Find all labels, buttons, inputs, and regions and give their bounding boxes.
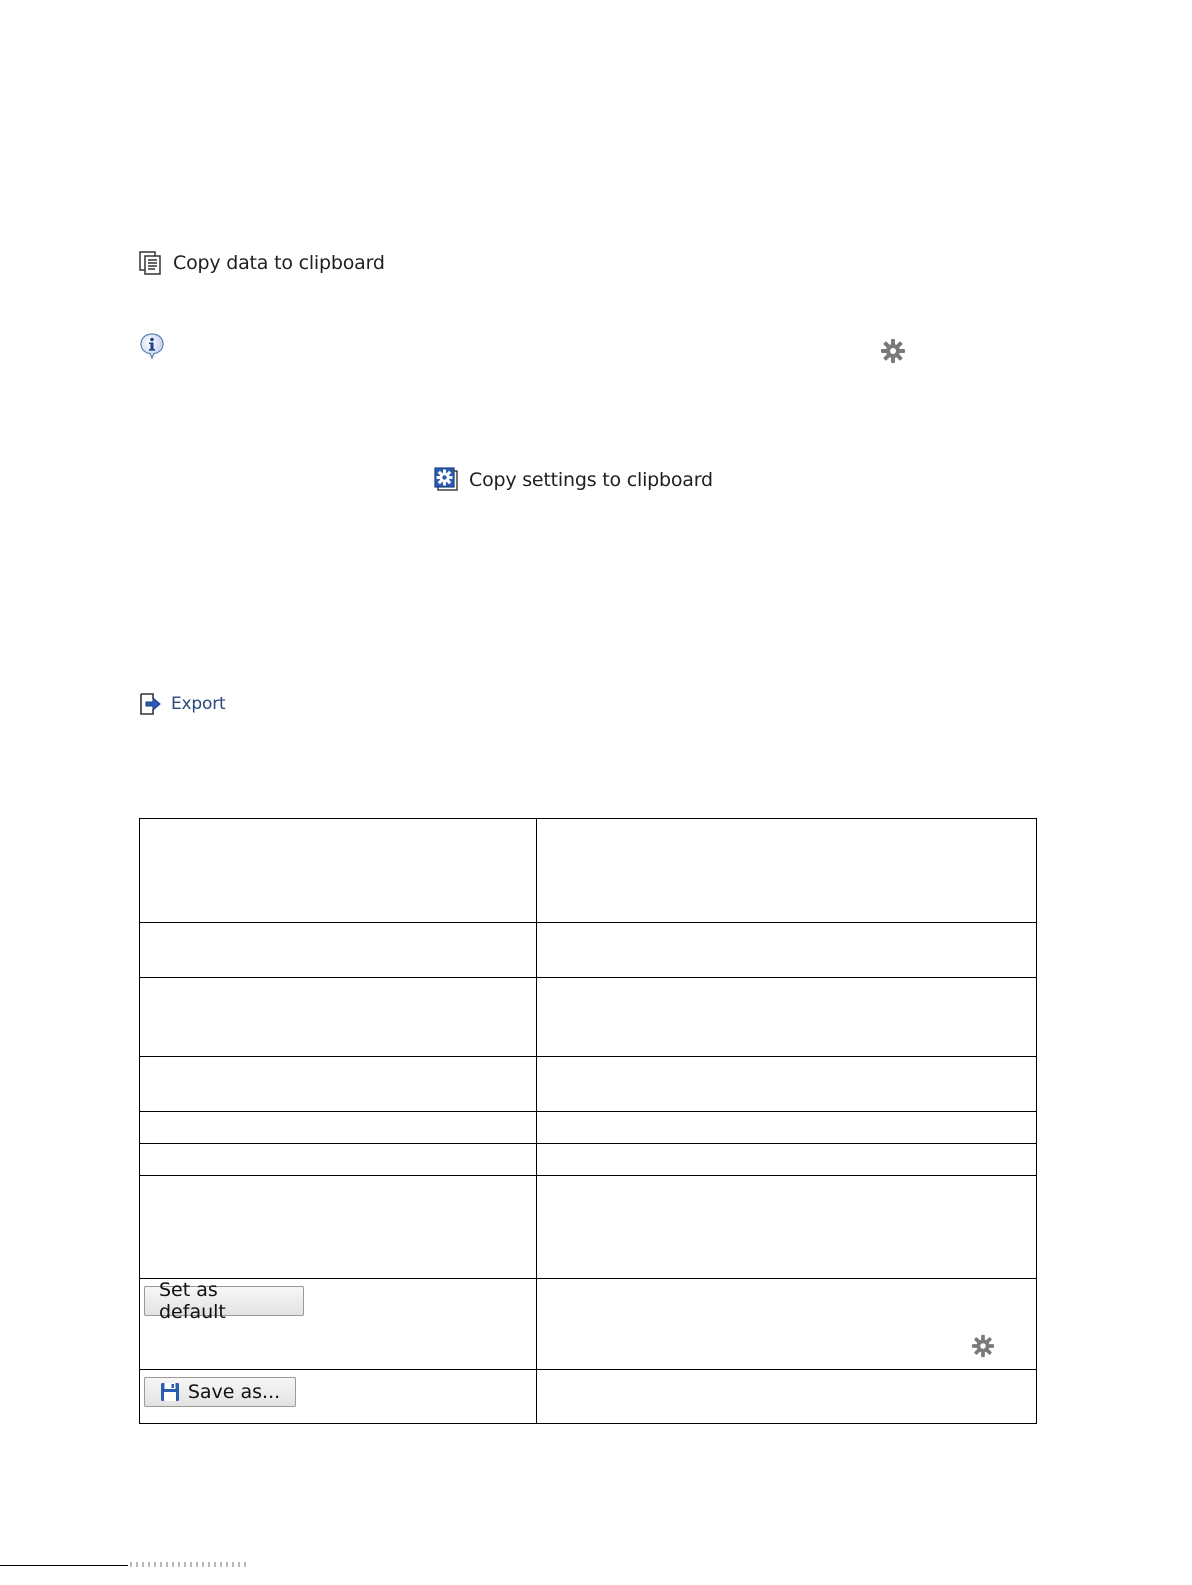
save-as-button[interactable]: [144, 1377, 296, 1407]
table-row: [140, 1111, 1036, 1143]
export-label: Export: [171, 694, 226, 714]
footnote-text-fragment: [130, 1562, 250, 1567]
table-row: [140, 1278, 1036, 1369]
gear-icon: [880, 338, 906, 364]
copy-data-to-clipboard-link[interactable]: [138, 250, 385, 276]
table-row: [140, 922, 1036, 977]
save-as-label: Save as...: [187, 1381, 281, 1403]
set-as-default-label: Set as default: [159, 1279, 226, 1323]
info-icon: [138, 332, 166, 360]
table-row: [140, 1369, 1036, 1425]
table-row: [140, 1175, 1036, 1278]
export-icon: [138, 692, 162, 716]
table-row: [140, 1056, 1036, 1111]
export-link[interactable]: [138, 692, 225, 716]
clipboard-copy-icon: [138, 250, 164, 276]
copy-settings-label: Copy settings to clipboard: [469, 468, 713, 491]
table-row: [140, 819, 1036, 922]
gear-icon: [971, 1334, 995, 1358]
table-row: [140, 1143, 1036, 1175]
floppy-disk-icon: [160, 1382, 180, 1402]
footnote-separator: [0, 1565, 128, 1566]
table-row: [140, 977, 1036, 1056]
settings-copy-icon: [433, 466, 460, 493]
set-as-default-button[interactable]: [144, 1279, 304, 1323]
copy-data-label: Copy data to clipboard: [173, 252, 385, 274]
settings-table: [139, 818, 1037, 1424]
copy-settings-to-clipboard-link[interactable]: [433, 466, 713, 493]
